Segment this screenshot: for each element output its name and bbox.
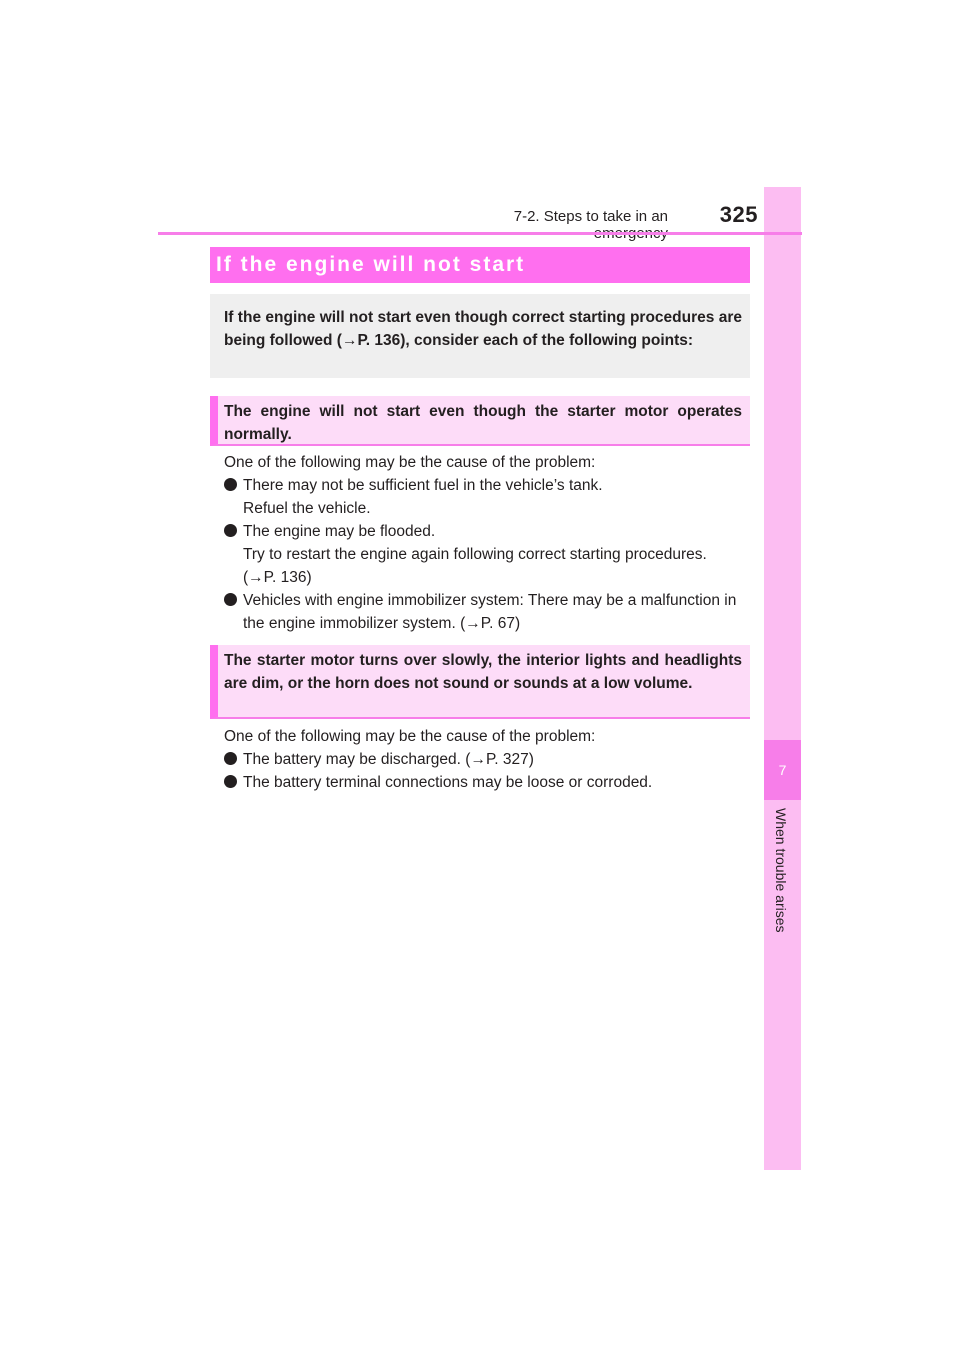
side-tab	[764, 187, 801, 1170]
intro-box	[210, 294, 750, 378]
bullet-detail: Refuel the vehicle.	[243, 500, 371, 517]
bullet-icon	[224, 752, 237, 765]
header-divider	[158, 232, 802, 235]
subheading-1	[210, 396, 750, 446]
bullet-text: The battery terminal connections may be loose or corroded.	[243, 774, 653, 791]
page-number: 325	[719, 202, 758, 227]
bullet-icon	[224, 478, 237, 491]
list-item	[224, 520, 744, 589]
subheading-text: The starter motor turns over slowly, the interior lights and headlights are dim, or the horn does not sound or sounds at a low volume.	[224, 652, 742, 692]
subheading-text: The engine will not start even though the starter motor operates normally.	[224, 403, 742, 443]
bullet-text: There may not be sufficient fuel in the vehicle’s tank.	[243, 477, 603, 494]
bullet-text: The battery may be discharged. (→P. 327)	[243, 751, 534, 768]
list-item	[224, 589, 744, 635]
bullet-icon	[224, 775, 237, 788]
section-1-body	[224, 451, 744, 635]
lead-text: One of the following may be the cause of the problem:	[224, 728, 596, 745]
section-2-body	[224, 725, 744, 794]
bullet-icon	[224, 593, 237, 606]
bullet-text: The engine may be flooded.	[243, 523, 436, 540]
chapter-title: When trouble arises	[773, 808, 789, 933]
bullet-icon	[224, 524, 237, 537]
list-item	[224, 748, 744, 771]
list-item	[224, 771, 744, 794]
list-item	[224, 474, 744, 520]
lead-text: One of the following may be the cause of the problem:	[224, 454, 596, 471]
section-label: 7-2. Steps to take in an	[513, 208, 668, 225]
bullet-detail: Try to restart the engine again following correct starting procedures. (→P. 136)	[243, 546, 707, 586]
intro-text: If the engine will not start even though correct starting procedures are being followed (→P. 136), consider each of the following points:	[224, 309, 742, 349]
bullet-text: Vehicles with engine immobilizer system: There may be a malfunction in the engine immobilizer system. (→P. 67)	[243, 592, 737, 632]
chapter-number-tab[interactable]: 7	[764, 740, 801, 800]
page-title: If the engine will not start	[210, 247, 750, 283]
subheading-2	[210, 645, 750, 719]
